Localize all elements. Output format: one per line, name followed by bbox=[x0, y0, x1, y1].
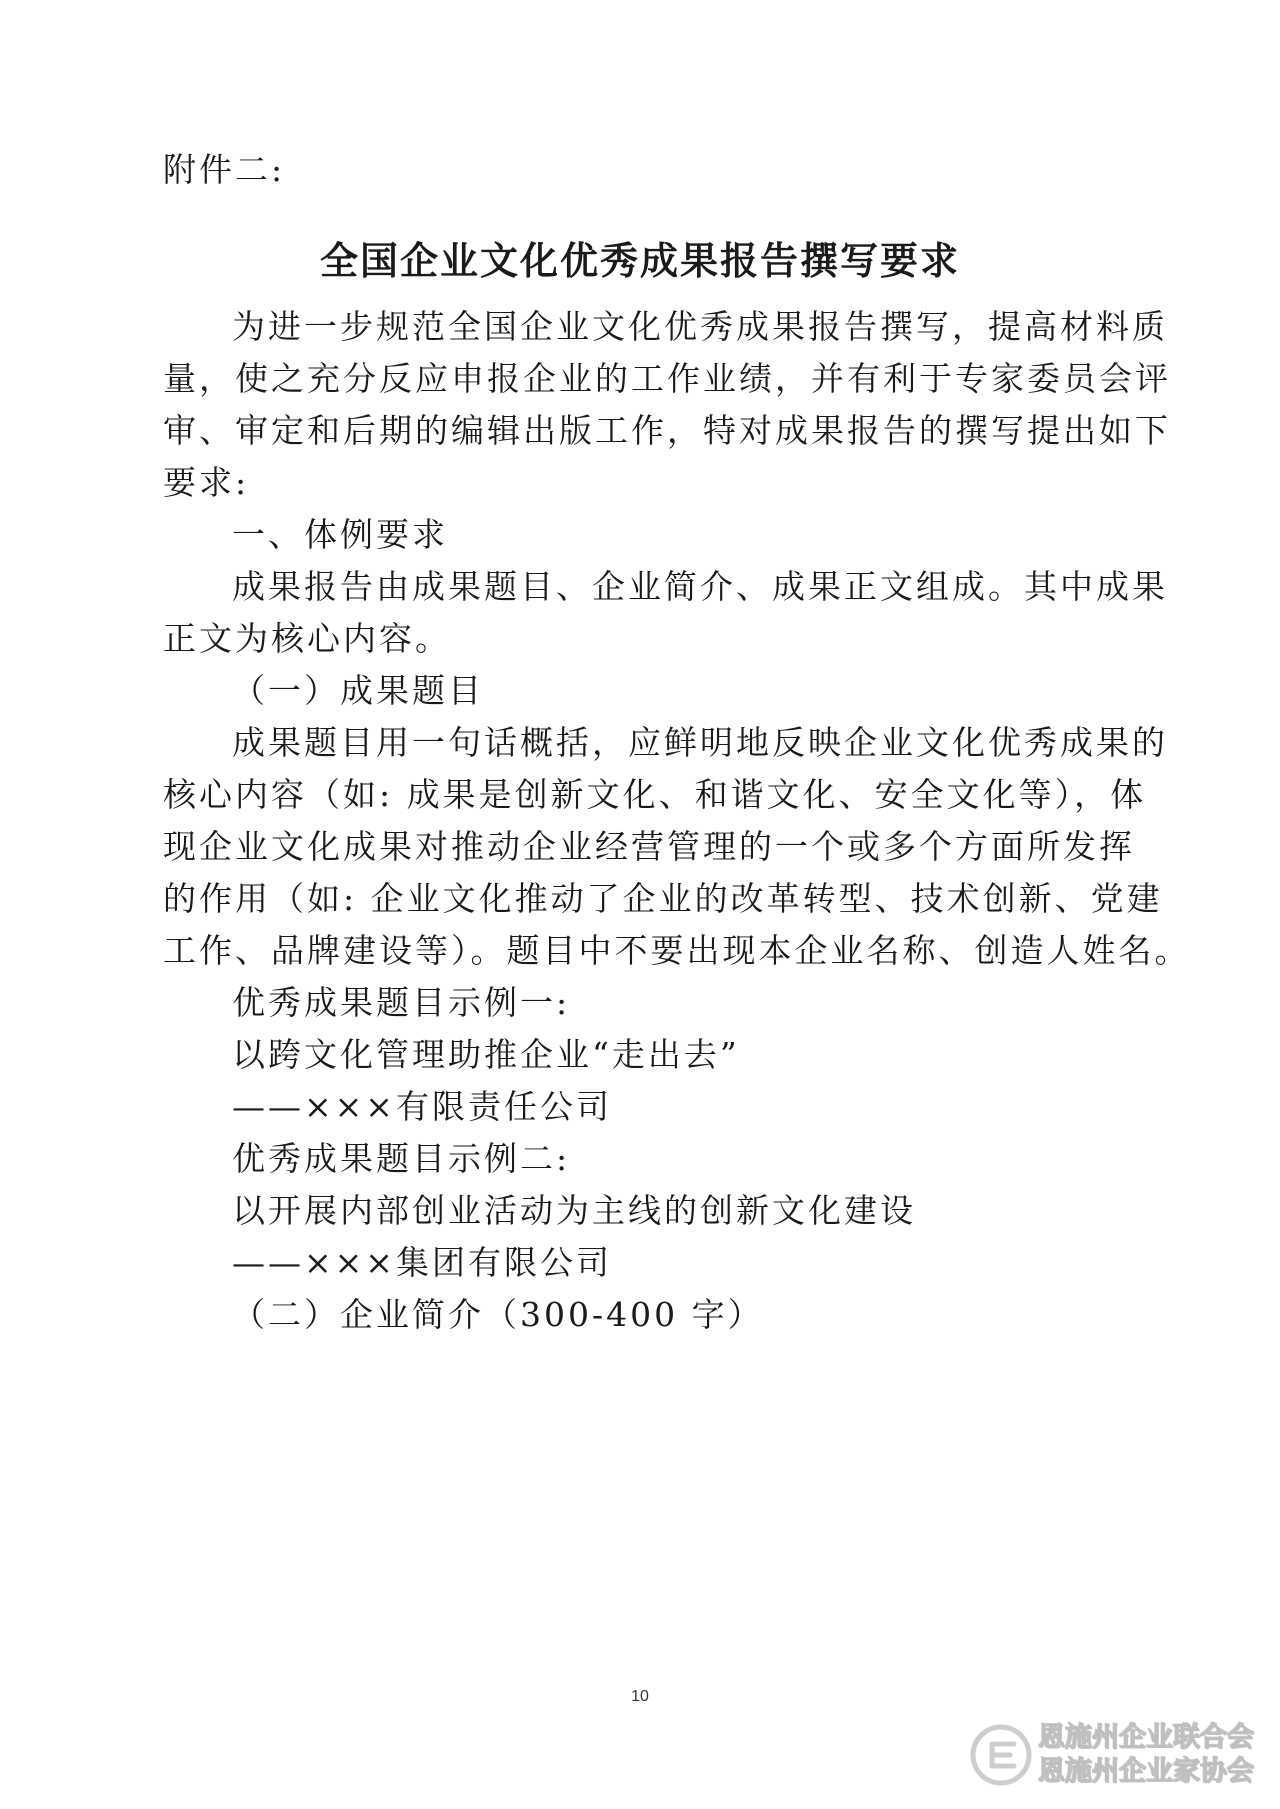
example-title: 以开展内部创业活动为主线的创新文化建设 bbox=[232, 1191, 916, 1230]
example-label: 优秀成果题目示例二: bbox=[232, 1139, 571, 1178]
subsection-heading: （二）企业简介（300-400 字） bbox=[232, 1295, 764, 1334]
body-line: 现企业文化成果对推动企业经营管理的一个或多个方面所发挥 bbox=[163, 827, 1135, 866]
attachment-label: 附件二: bbox=[163, 150, 286, 189]
body-line: 成果题目用一句话概括，应鲜明地反映企业文化优秀成果的 bbox=[232, 723, 1168, 762]
document-title: 全国企业文化优秀成果报告撰写要求 bbox=[319, 239, 960, 283]
example-company: ——×××有限责任公司 bbox=[232, 1087, 612, 1126]
page-number: 10 bbox=[631, 1688, 649, 1705]
watermark-org-line-1: 恩施州企业联合会 bbox=[1038, 1722, 1254, 1753]
body-line: 成果报告由成果题目、企业简介、成果正文组成。其中成果 bbox=[232, 567, 1168, 606]
watermark bbox=[968, 1716, 1268, 1796]
body-line: 为进一步规范全国企业文化优秀成果报告撰写，提高材料质 bbox=[232, 307, 1168, 346]
body-line: 工作、品牌建设等）。题目中不要出现本企业名称、创造人姓名。 bbox=[163, 931, 1191, 970]
body-line: 审、审定和后期的编辑出版工作，特对成果报告的撰写提出如下 bbox=[163, 411, 1171, 450]
watermark-org-line-2: 恩施州企业家协会 bbox=[1038, 1756, 1254, 1787]
subsection-heading: （一）成果题目 bbox=[232, 671, 484, 710]
example-title: 以跨文化管理助推企业“走出去” bbox=[232, 1035, 740, 1074]
body-line: 核心内容（如: 成果是创新文化、和谐文化、安全文化等），体 bbox=[163, 775, 1147, 814]
section-heading: 一、体例要求 bbox=[232, 515, 448, 554]
example-company: ——×××集团有限公司 bbox=[232, 1243, 612, 1282]
circular-e-logo-icon bbox=[968, 1722, 1034, 1788]
body-line: 要求: bbox=[163, 463, 250, 502]
example-label: 优秀成果题目示例一: bbox=[232, 983, 571, 1022]
body-line: 量，使之充分反应申报企业的工作业绩，并有利于专家委员会评 bbox=[163, 359, 1171, 398]
body-line: 正文为核心内容。 bbox=[163, 619, 451, 658]
body-line: 的作用（如: 企业文化推动了企业的改革转型、技术创新、党建 bbox=[163, 879, 1163, 918]
